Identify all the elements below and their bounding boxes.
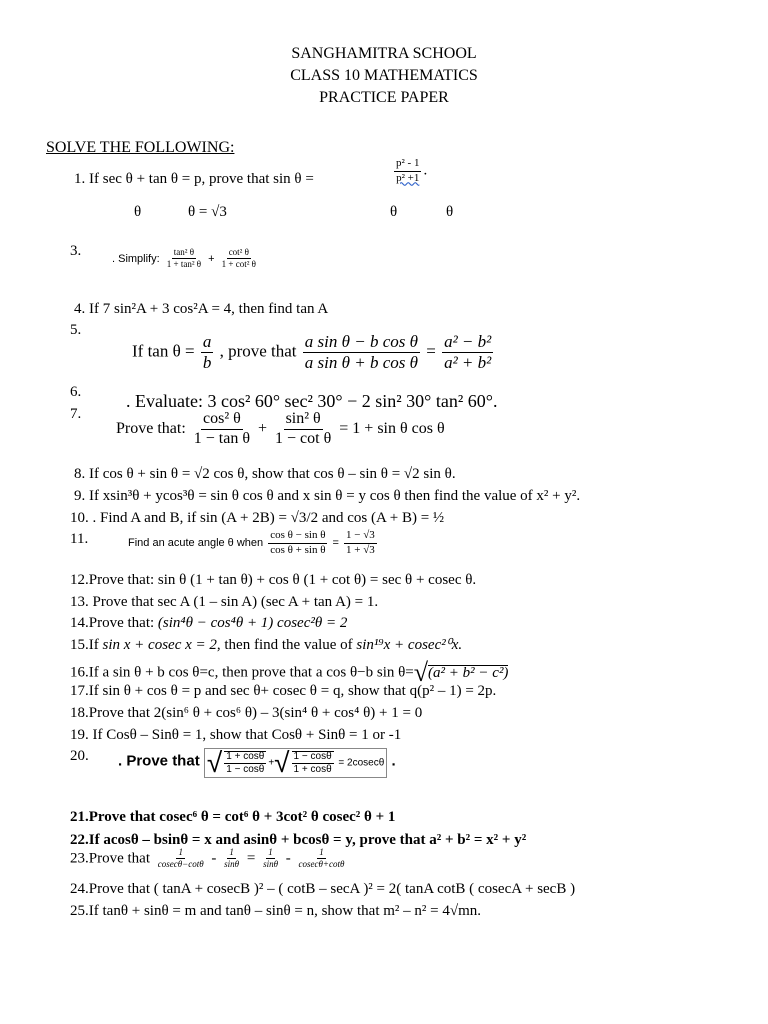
question-20-number: 20. bbox=[70, 748, 89, 764]
q11-frac2-num: 1 − √3 bbox=[344, 530, 377, 544]
question-11 bbox=[128, 530, 379, 556]
q7-frac2-den: 1 − cot θ bbox=[275, 429, 332, 447]
q23-frac4-num: 1 bbox=[317, 848, 326, 859]
question-10: 10. . Find A and B, if sin (A + 2B) = √3/2 and cos (A + B) = ½ bbox=[70, 510, 445, 526]
question-6: . Evaluate: 3 cos² 60° sec² 30° − 2 sin² 30° tan² 60°. bbox=[126, 391, 498, 411]
q20-rad2-num: 1 − cosθ bbox=[292, 752, 334, 765]
q20-rad2-den: 1 + cosθ bbox=[293, 764, 332, 775]
question-3 bbox=[112, 248, 260, 270]
q23-frac4-den: cosecθ+cotθ bbox=[298, 859, 345, 870]
q7-lead: Prove that: bbox=[116, 419, 186, 437]
question-1 bbox=[74, 172, 314, 187]
q23-frac3-num: 1 bbox=[266, 848, 275, 859]
q23-frac3-den: sinθ bbox=[263, 859, 278, 870]
question-12: 12.Prove that: sin θ (1 + tan θ) + cos θ (1 + cot θ) = sec θ + cosec θ. bbox=[70, 572, 477, 588]
q23-equals: = bbox=[246, 850, 256, 867]
q3-lead: . Simplify: bbox=[112, 252, 160, 265]
question-21: 21.Prove that cosec⁶ θ = cot⁶ θ + 3cot² θ cosec² θ + 1 bbox=[70, 809, 396, 825]
question-18: 18.Prove that 2(sin⁶ θ + cos⁶ θ) – 3(sin⁴ θ + cos⁴ θ) + 1 = 0 bbox=[70, 705, 423, 721]
q1-sub-4: θ bbox=[446, 204, 454, 220]
sqrt-symbol: √ bbox=[206, 747, 223, 778]
sqrt-symbol: √ bbox=[413, 658, 429, 687]
q16-radicand: (a² + b² − c²) bbox=[428, 665, 509, 681]
question-15 bbox=[70, 638, 462, 653]
q23-frac2-den: sinθ bbox=[224, 859, 240, 870]
question-24: 24.Prove that ( tanA + cosecB )² – ( cotB – secA )² = 2( tanA cotB ( cosecA + secB ) bbox=[70, 881, 576, 897]
q5-frac3-num: a² − b² bbox=[444, 332, 492, 351]
question-23 bbox=[70, 848, 348, 870]
q23-lead: 23.Prove that bbox=[70, 850, 150, 867]
question-14 bbox=[70, 616, 347, 631]
question-11-number: 11. bbox=[70, 531, 89, 547]
q5-frac1-den: b bbox=[202, 352, 212, 372]
question-19: 19. If Cosθ – Sinθ = 1, show that Cosθ + Sinθ = 1 or -1 bbox=[70, 727, 402, 743]
q16-lead: 16.If a sin θ + b cos θ=c, then prove that a cos θ−b sin θ= bbox=[70, 664, 414, 681]
sqrt-symbol: √ bbox=[274, 747, 290, 778]
question-22: 22.If acosθ – bsinθ = x and asinθ + bcosθ = y, prove that a² + b² = x² + y² bbox=[70, 832, 527, 848]
question-13: 13. Prove that sec A (1 – sin A) (sec A + tan A) = 1. bbox=[70, 594, 379, 610]
q15-mid: , then find the value of bbox=[216, 637, 353, 653]
paper-title: PRACTICE PAPER bbox=[319, 89, 449, 106]
question-1-fraction bbox=[392, 158, 427, 184]
q1-trail: . bbox=[423, 162, 428, 179]
q20-lead: . Prove that bbox=[118, 752, 200, 770]
q11-lead: Find an acute angle θ when bbox=[128, 536, 264, 549]
question-20 bbox=[118, 748, 396, 778]
q15-expression-1: sin x + cosec x = 2 bbox=[102, 637, 217, 653]
question-17: 17.If sin θ + cos θ = p and sec θ+ cosec θ = q, show that q(p² – 1) = 2p. bbox=[70, 683, 497, 699]
q23-frac1-den: cosecθ−cotθ bbox=[157, 859, 204, 870]
q1-numerator: p² - 1 bbox=[394, 158, 421, 172]
q3-frac2-den: 1 + cot² θ bbox=[221, 259, 256, 270]
q7-rhs: = 1 + sin θ cos θ bbox=[339, 419, 445, 437]
q5-lead: If tan θ = bbox=[132, 341, 195, 361]
q1-sub-1: θ bbox=[134, 204, 142, 220]
question-7 bbox=[116, 411, 445, 448]
q14-lead: 14.Prove that: bbox=[70, 615, 155, 631]
q20-plus: + bbox=[268, 757, 275, 769]
q5-frac2-num: a sin θ − b cos θ bbox=[304, 332, 418, 351]
q1-sub-2: θ = √3 bbox=[188, 204, 227, 220]
q1-denominator: p² +1 bbox=[396, 171, 420, 184]
q20-rad1-den: 1 − cosθ bbox=[226, 764, 265, 775]
q7-frac1-den: 1 − tan θ bbox=[193, 429, 250, 447]
school-name: SANGHAMITRA SCHOOL bbox=[291, 45, 477, 62]
q11-frac2-den: 1 + √3 bbox=[346, 543, 375, 556]
q11-frac1-num: cos θ − sin θ bbox=[268, 530, 327, 544]
q14-expression: (sin⁴θ − cos⁴θ + 1) cosec²θ = 2 bbox=[157, 615, 348, 631]
question-9: 9. If xsin³θ + ycos³θ = sin θ cos θ and x sin θ = y cos θ then find the value of x² + y². bbox=[74, 488, 581, 504]
q23-minus-1: - bbox=[211, 850, 217, 867]
q23-frac2-num: 1 bbox=[227, 848, 236, 859]
q7-frac1-num: cos² θ bbox=[201, 411, 243, 430]
question-3-number: 3. bbox=[70, 243, 82, 259]
q3-plus: + bbox=[208, 252, 215, 265]
q5-mid: , prove that bbox=[219, 341, 297, 361]
q7-frac2-num: sin² θ bbox=[284, 411, 323, 430]
q5-frac2-den: a sin θ + b cos θ bbox=[304, 352, 418, 372]
question-6-number: 6. bbox=[70, 384, 82, 400]
q11-equals: = bbox=[332, 536, 339, 549]
q23-minus-2: - bbox=[285, 850, 291, 867]
q3-frac2-num: cot² θ bbox=[227, 248, 251, 259]
q7-plus: + bbox=[258, 419, 268, 437]
q20-rhs: = 2cosecθ bbox=[338, 757, 385, 769]
q3-frac1-den: 1 + tan² θ bbox=[166, 259, 202, 270]
q1-sub-3: θ bbox=[390, 204, 398, 220]
question-5-number: 5. bbox=[70, 322, 82, 338]
q15-lead: 15.If bbox=[70, 637, 99, 653]
class-line: CLASS 10 MATHEMATICS bbox=[290, 67, 478, 84]
q15-expression-2: sin¹⁹x + cosec²⁰x. bbox=[356, 637, 463, 653]
question-8: 8. If cos θ + sin θ = √2 cos θ, show that cos θ – sin θ = √2 sin θ. bbox=[74, 466, 456, 482]
question-1-text: 1. If sec θ + tan θ = p, prove that sin θ = bbox=[74, 171, 314, 187]
question-7-number: 7. bbox=[70, 406, 82, 422]
q11-frac1-den: cos θ + sin θ bbox=[270, 543, 326, 556]
q3-frac1-num: tan² θ bbox=[172, 248, 196, 259]
q5-frac1-num: a bbox=[202, 332, 212, 351]
question-4: 4. If 7 sin²A + 3 cos²A = 4, then find tan A bbox=[74, 301, 329, 317]
q5-equals: = bbox=[426, 341, 436, 361]
question-5 bbox=[132, 333, 495, 372]
q23-frac1-num: 1 bbox=[176, 848, 185, 859]
section-title: SOLVE THE FOLLOWING: bbox=[46, 139, 235, 156]
q20-dot: . bbox=[391, 752, 396, 770]
q5-frac3-den: a² + b² bbox=[444, 352, 492, 372]
question-25: 25.If tanθ + sinθ = m and tanθ – sinθ = n, show that m² – n² = 4√mn. bbox=[70, 903, 482, 919]
q20-rad1-num: 1 + cosθ bbox=[224, 752, 266, 765]
